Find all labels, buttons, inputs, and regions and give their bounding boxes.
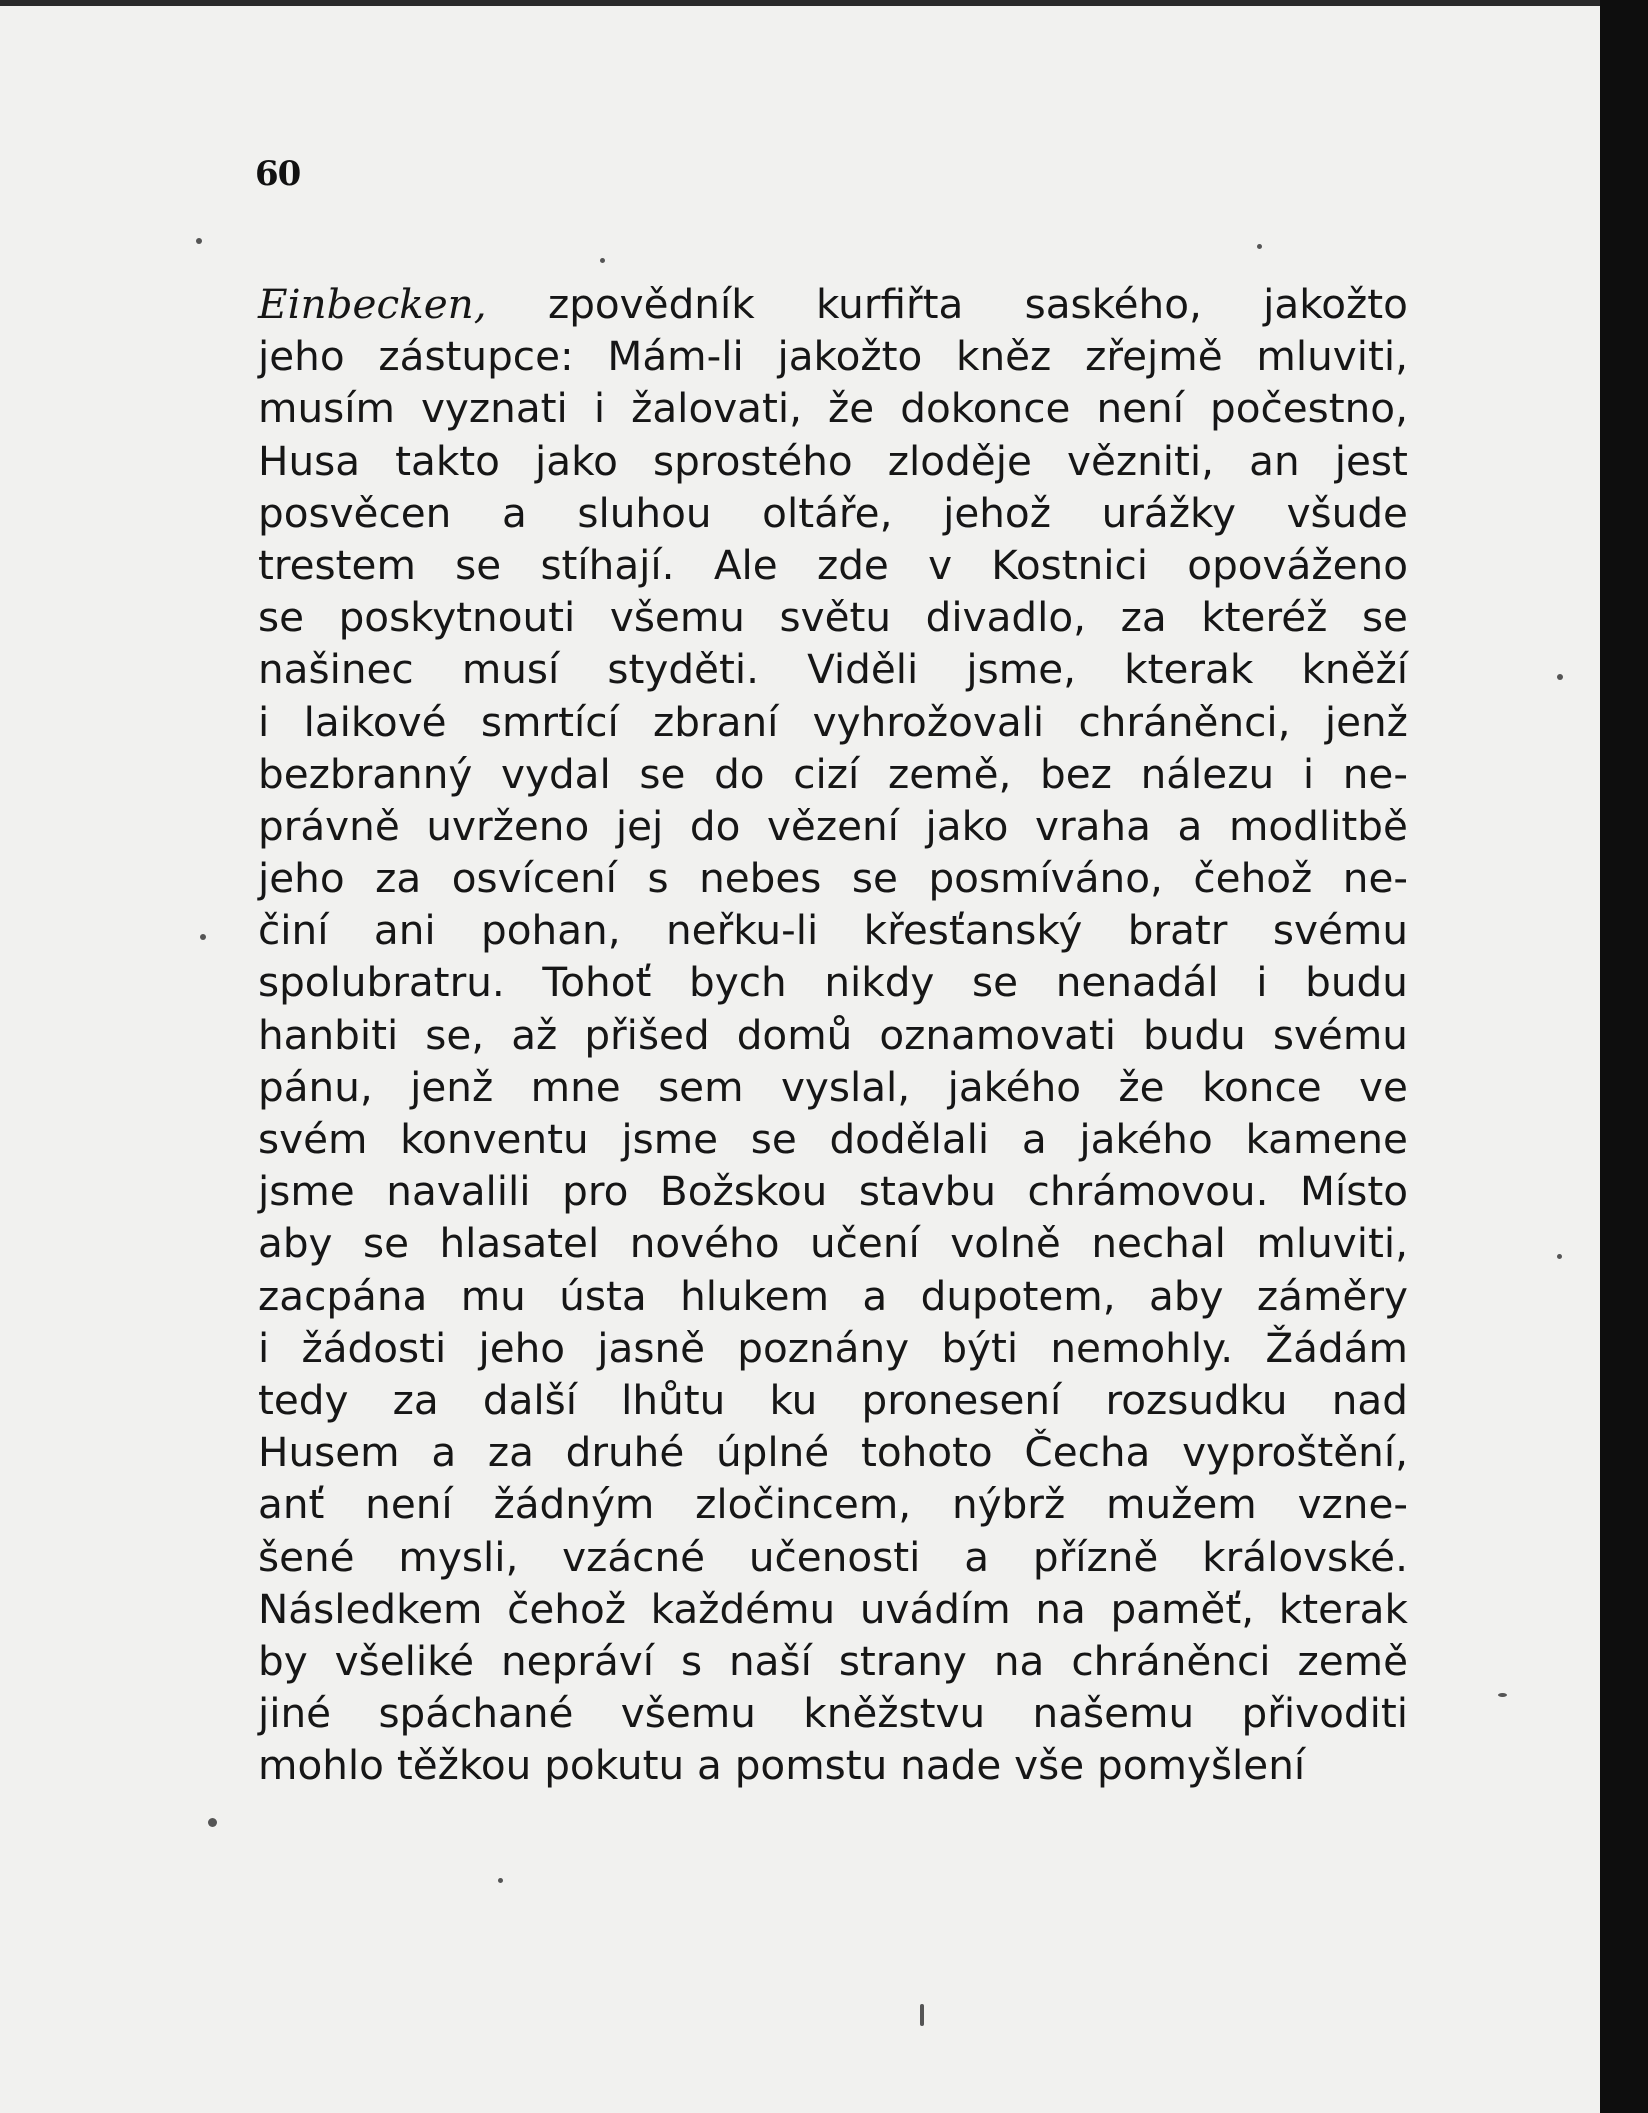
text-line: spolubratru. Tohoť bych nikdy se nenadál i budu [258, 958, 1408, 1007]
scan-speck [1557, 1254, 1562, 1259]
text-line: aby se hlasatel nového učení volně nechal mluviti, [258, 1219, 1408, 1268]
text-line: i žádosti jeho jasně poznány býti nemohly. Žádám [258, 1323, 1408, 1372]
text-line: Husem a za druhé úplné tohoto Čecha vyproštění, [258, 1428, 1408, 1477]
text-line: Einbecken, zpovědník kurfiřta saského, jakožto [258, 280, 1408, 328]
text-line: i laikové smrtící zbraní vyhrožovali chráněnci, jenž [258, 697, 1408, 746]
text-line: musím vyznati i žalovati, že dokonce není počestno, [258, 384, 1408, 433]
text-line: zacpána mu ústa hlukem a dupotem, aby záměry [258, 1271, 1408, 1320]
text-line: šené mysli, vzácné učenosti a přízně královské. [258, 1532, 1408, 1581]
scan-speck [196, 238, 202, 244]
text-line: by všeliké nepráví s naší strany na chráněnci země [258, 1636, 1408, 1685]
text-line: Husa takto jako sprostého zloděje vězniti, an jest [258, 436, 1408, 485]
scan-speck [200, 934, 206, 940]
scan-speck [1498, 1693, 1507, 1697]
scan-speck [208, 1818, 217, 1827]
scan-speck [1257, 244, 1262, 249]
text-line: jeho za osvícení s nebes se posmíváno, čehož ne- [258, 854, 1408, 903]
text-line: posvěcen a sluhou oltáře, jehož urážky všude [258, 488, 1408, 537]
text-line: právně uvrženo jej do vězení jako vraha a modlitbě [258, 801, 1408, 850]
scan-speck [920, 2004, 924, 2026]
text-line: hanbiti se, až přišed domů oznamovati budu svému [258, 1010, 1408, 1059]
text-line: anť není žádným zločincem, nýbrž mužem vzne- [258, 1480, 1408, 1529]
text-line: jeho zástupce: Mám-li jakožto kněz zřejmě mluviti, [258, 332, 1408, 381]
text-line: jiné spáchané všemu kněžstvu našemu přivoditi [258, 1689, 1408, 1738]
page-edge-shadow [1600, 0, 1648, 2113]
text-line: tedy za další lhůtu ku pronesení rozsudku nad [258, 1375, 1408, 1424]
text-line: se poskytnouti všemu světu divadlo, za kteréž se [258, 593, 1408, 642]
text-line: našinec musí styděti. Viděli jsme, kterak kněží [258, 645, 1408, 694]
text-line: mohlo těžkou pokutu a pomstu nade vše pomyšlení [258, 1741, 1306, 1790]
text-line: jsme navalili pro Božskou stavbu chrámovou. Místo [258, 1167, 1408, 1216]
body-text [258, 278, 1408, 1791]
text-line: bezbranný vydal se do cizí země, bez nálezu i ne- [258, 749, 1408, 798]
text-line: svém konventu jsme se dodělali a jakého kamene [258, 1115, 1408, 1163]
text-line: činí ani pohan, neřku-li křesťanský bratr svému [258, 906, 1408, 955]
text-line: Následkem čehož každému uvádím na paměť, kterak [258, 1584, 1408, 1633]
scan-speck [1557, 674, 1563, 680]
text-line: trestem se stíhají. Ale zde v Kostnici opováženo [258, 540, 1408, 589]
scan-speck [498, 1878, 503, 1883]
page-number: 60 [255, 154, 301, 194]
text-line: pánu, jenž mne sem vyslal, jakého že konce ve [258, 1062, 1408, 1111]
scan-speck [600, 258, 605, 263]
